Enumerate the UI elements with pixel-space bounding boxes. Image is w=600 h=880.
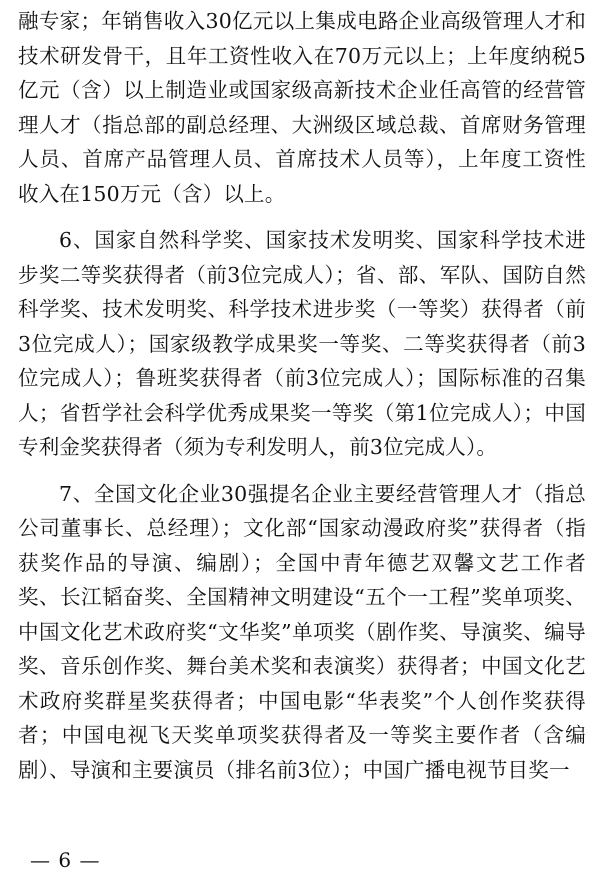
paragraph-item-7: 7、全国文化企业30强提名企业主要经营管理人才（指总公司董事长、总经理）；文化部“国家动漫政府奖”获得者（指获奖作品的导演、编剧）；全国中青年德艺双馨文艺工作者奖、长江韬奋奖、全国精神文明建设“五个一工程”奖单项奖、中国文化艺术政府奖“文华奖”单项奖（剧作奖、导演奖、编导奖、音乐创作奖、舞台美术奖和表演奖）获得者；中国文化艺术政府奖群星奖获得者；中国电影“华表奖”个人创作奖获得者；中国电视飞天奖单项奖获得者及一等奖主要作者（含编剧）、导演和主要演员（排名前3位）；中国广播电视节目奖一 [18, 481, 586, 782]
document-page [18, 4, 586, 787]
paragraph-gap [18, 465, 586, 477]
paragraph-continued: 融专家；年销售收入30亿元以上集成电路企业高级管理人才和技术研发骨干，且年工资性收入在70万元以上；上年度纳税5亿元（含）以上制造业或国家级高新技术企业任高管的经营管理人才（指总部的副总经理、大洲级区域总裁、首席财务管理人员、首席产品管理人员、首席技术人员等），上年度工资性收入在150万元（含）以上。 [18, 9, 586, 206]
page-number: — 6 — [30, 848, 101, 872]
paragraph-item-6: 6、国家自然科学奖、国家技术发明奖、国家科学技术进步奖二等奖获得者（前3位完成人）；省、部、军队、国防自然科学奖、技术发明奖、科学技术进步奖（一等奖）获得者（前3位完成人）；国家级教学成果奖一等奖、二等奖获得者（前3位完成人）；鲁班奖获得者（前3位完成人）；国际标准的召集人；省哲学社会科学优秀成果奖一等奖（第1位完成人）；中国专利金奖获得者（须为专利发明人，前3位完成人）。 [18, 228, 586, 459]
paragraph-gap [18, 211, 586, 223]
